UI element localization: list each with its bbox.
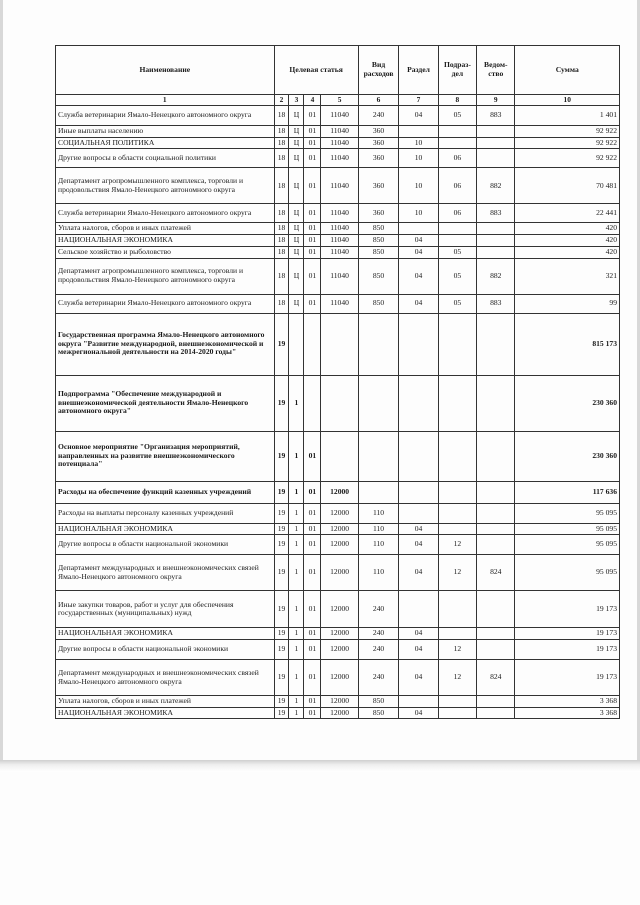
row-name: Другие вопросы в области национальной экономики (56, 640, 275, 660)
column-number: 7 (399, 95, 438, 106)
row-target-code-direction: 11040 (321, 294, 358, 313)
row-section: 04 (399, 640, 438, 660)
row-sum: 117 636 (515, 481, 620, 503)
row-name: Служба ветеринарии Ямало-Ненецкого автономного округа (56, 204, 275, 223)
row-sum: 230 360 (515, 431, 620, 481)
row-name: НАЦИОНАЛЬНАЯ ЭКОНОМИКА (56, 235, 275, 247)
row-target-code-program: 19 (274, 555, 289, 591)
row-target-code-direction: 11040 (321, 235, 358, 247)
row-department (477, 640, 515, 660)
row-name: Департамент международных и внешнеэкономических связей Ямало-Ненецкого автономного округа (56, 555, 275, 591)
row-department: 883 (477, 294, 515, 313)
row-department (477, 126, 515, 138)
row-sum: 3 368 (515, 707, 620, 719)
row-sum: 420 (515, 223, 620, 235)
row-department (477, 696, 515, 708)
row-expense-type: 110 (358, 535, 399, 555)
row-name: Сельское хозяйство и рыболовство (56, 246, 275, 258)
row-subsection: 12 (438, 640, 476, 660)
row-target-code-activity: 01 (304, 660, 321, 696)
row-target-code-program: 19 (274, 707, 289, 719)
row-target-code-program: 19 (274, 481, 289, 503)
table-row (56, 591, 620, 628)
row-sum: 95 095 (515, 523, 620, 535)
row-target-code-activity: 01 (304, 696, 321, 708)
table-row (56, 696, 620, 708)
row-target-code-program: 19 (274, 696, 289, 708)
row-target-code-activity: 01 (304, 106, 321, 126)
row-target-code-direction: 11040 (321, 137, 358, 149)
row-target-code-activity: 01 (304, 555, 321, 591)
row-expense-type: 360 (358, 126, 399, 138)
row-subsection (438, 696, 476, 708)
row-subsection (438, 235, 476, 247)
row-target-code-program: 19 (274, 313, 289, 375)
row-expense-type: 110 (358, 523, 399, 535)
table-row (56, 503, 620, 523)
row-target-code-activity (304, 375, 321, 431)
row-target-code-subprogram (289, 313, 304, 375)
row-sum: 321 (515, 258, 620, 294)
table-header-row (56, 46, 620, 95)
row-target-code-subprogram: 1 (289, 555, 304, 591)
table-row (56, 628, 620, 640)
row-target-code-activity: 01 (304, 258, 321, 294)
row-name: Подпрограмма "Обеспечение международной и внешнеэкономической деятельности Ямало-Ненецкого автономного округа" (56, 375, 275, 431)
column-number: 3 (289, 95, 304, 106)
row-sum: 1 401 (515, 106, 620, 126)
row-target-code-subprogram: 1 (289, 503, 304, 523)
row-expense-type: 850 (358, 223, 399, 235)
row-expense-type: 240 (358, 640, 399, 660)
row-target-code-subprogram: Ц (289, 137, 304, 149)
row-target-code-activity: 01 (304, 149, 321, 168)
row-expense-type: 360 (358, 204, 399, 223)
row-target-code-direction: 12000 (321, 628, 358, 640)
row-expense-type (358, 313, 399, 375)
row-expense-type: 240 (358, 660, 399, 696)
row-department (477, 535, 515, 555)
row-section: 04 (399, 294, 438, 313)
column-number: 5 (321, 95, 358, 106)
row-expense-type (358, 375, 399, 431)
row-target-code-subprogram: 1 (289, 535, 304, 555)
row-target-code-direction (321, 375, 358, 431)
row-target-code-program: 18 (274, 246, 289, 258)
row-department: 824 (477, 555, 515, 591)
row-name: НАЦИОНАЛЬНАЯ ЭКОНОМИКА (56, 523, 275, 535)
row-target-code-activity: 01 (304, 294, 321, 313)
row-target-code-program: 18 (274, 137, 289, 149)
row-name: Департамент агропромышленного комплекса, торговли и продовольствия Ямало-Ненецкого автономного округа (56, 258, 275, 294)
row-expense-type: 850 (358, 707, 399, 719)
row-sum: 70 481 (515, 168, 620, 204)
row-target-code-program: 18 (274, 235, 289, 247)
row-target-code-activity: 01 (304, 246, 321, 258)
row-sum: 815 173 (515, 313, 620, 375)
row-section (399, 591, 438, 628)
row-target-code-direction: 12000 (321, 555, 358, 591)
row-expense-type: 240 (358, 106, 399, 126)
row-target-code-program: 19 (274, 535, 289, 555)
row-sum: 19 173 (515, 660, 620, 696)
column-number: 10 (515, 95, 620, 106)
table-body (56, 106, 620, 719)
header-sum: Сумма (515, 46, 620, 95)
row-target-code-activity: 01 (304, 503, 321, 523)
row-sum: 92 922 (515, 126, 620, 138)
row-subsection: 05 (438, 246, 476, 258)
row-name: Уплата налогов, сборов и иных платежей (56, 696, 275, 708)
row-section: 04 (399, 628, 438, 640)
row-sum: 92 922 (515, 149, 620, 168)
row-section: 04 (399, 523, 438, 535)
row-department (477, 375, 515, 431)
row-expense-type: 360 (358, 149, 399, 168)
column-number: 2 (274, 95, 289, 106)
row-target-code-activity: 01 (304, 640, 321, 660)
row-target-code-subprogram: 1 (289, 523, 304, 535)
row-target-code-program: 18 (274, 223, 289, 235)
row-department: 883 (477, 204, 515, 223)
row-name: Государственная программа Ямало-Ненецкого автономного округа "Развитие международной, внешнеэкономической и межрегиональной деятельности на 2014-2020 годы" (56, 313, 275, 375)
column-number: 8 (438, 95, 476, 106)
row-target-code-activity: 01 (304, 535, 321, 555)
row-target-code-subprogram: Ц (289, 294, 304, 313)
row-section: 04 (399, 258, 438, 294)
row-department: 882 (477, 258, 515, 294)
row-expense-type: 850 (358, 246, 399, 258)
table-row (56, 106, 620, 126)
row-section: 10 (399, 204, 438, 223)
header-department: Ведом-ство (477, 46, 515, 95)
row-target-code-program: 19 (274, 523, 289, 535)
row-expense-type: 360 (358, 137, 399, 149)
row-target-code-subprogram: Ц (289, 235, 304, 247)
row-subsection (438, 628, 476, 640)
row-target-code-subprogram: Ц (289, 223, 304, 235)
table-row (56, 481, 620, 503)
row-target-code-subprogram: 1 (289, 481, 304, 503)
row-target-code-direction: 11040 (321, 126, 358, 138)
row-sum: 3 368 (515, 696, 620, 708)
row-name: НАЦИОНАЛЬНАЯ ЭКОНОМИКА (56, 707, 275, 719)
row-sum: 95 095 (515, 503, 620, 523)
table-row (56, 126, 620, 138)
row-target-code-program: 18 (274, 149, 289, 168)
row-section: 04 (399, 235, 438, 247)
row-subsection (438, 137, 476, 149)
table-row (56, 294, 620, 313)
row-target-code-activity: 01 (304, 223, 321, 235)
row-target-code-activity: 01 (304, 481, 321, 503)
row-target-code-subprogram: Ц (289, 126, 304, 138)
row-target-code-direction: 12000 (321, 640, 358, 660)
row-target-code-subprogram: 1 (289, 640, 304, 660)
row-name: Служба ветеринарии Ямало-Ненецкого автономного округа (56, 106, 275, 126)
table-row (56, 223, 620, 235)
row-target-code-program: 19 (274, 375, 289, 431)
table-row (56, 235, 620, 247)
row-target-code-activity: 01 (304, 204, 321, 223)
row-target-code-activity: 01 (304, 235, 321, 247)
table-row (56, 246, 620, 258)
column-number: 6 (358, 95, 399, 106)
table-row (56, 640, 620, 660)
row-target-code-subprogram: Ц (289, 168, 304, 204)
row-section (399, 431, 438, 481)
row-name: Расходы на выплаты персоналу казенных учреждений (56, 503, 275, 523)
row-sum: 22 441 (515, 204, 620, 223)
row-section: 04 (399, 246, 438, 258)
row-section: 10 (399, 168, 438, 204)
row-target-code-program: 18 (274, 204, 289, 223)
row-name: Другие вопросы в области национальной экономики (56, 535, 275, 555)
row-target-code-program: 18 (274, 294, 289, 313)
row-target-code-subprogram: 1 (289, 375, 304, 431)
row-subsection: 06 (438, 168, 476, 204)
row-target-code-subprogram: 1 (289, 628, 304, 640)
row-expense-type: 850 (358, 235, 399, 247)
row-subsection: 05 (438, 294, 476, 313)
row-target-code-subprogram: 1 (289, 660, 304, 696)
table-row (56, 660, 620, 696)
row-target-code-program: 19 (274, 628, 289, 640)
row-target-code-program: 19 (274, 660, 289, 696)
row-target-code-subprogram: Ц (289, 106, 304, 126)
row-name: Иные выплаты населению (56, 126, 275, 138)
row-target-code-direction: 11040 (321, 246, 358, 258)
row-target-code-program: 18 (274, 168, 289, 204)
row-expense-type: 850 (358, 258, 399, 294)
row-target-code-activity: 01 (304, 126, 321, 138)
row-department (477, 481, 515, 503)
row-target-code-subprogram: Ц (289, 258, 304, 294)
row-name: Основное мероприятие "Организация мероприятий, направленных на развитие внешнеэкономического потенциала" (56, 431, 275, 481)
row-target-code-direction: 12000 (321, 535, 358, 555)
row-target-code-activity: 01 (304, 523, 321, 535)
row-department: 883 (477, 106, 515, 126)
budget-table (55, 45, 620, 719)
row-department (477, 523, 515, 535)
row-subsection (438, 313, 476, 375)
row-section: 04 (399, 660, 438, 696)
header-section: Раздел (399, 46, 438, 95)
row-department (477, 628, 515, 640)
row-department (477, 223, 515, 235)
row-expense-type (358, 431, 399, 481)
row-subsection (438, 431, 476, 481)
row-target-code-direction: 11040 (321, 223, 358, 235)
row-target-code-direction: 12000 (321, 591, 358, 628)
table-row (56, 168, 620, 204)
row-subsection (438, 126, 476, 138)
row-department: 824 (477, 660, 515, 696)
row-target-code-subprogram: Ц (289, 204, 304, 223)
row-target-code-activity: 01 (304, 137, 321, 149)
row-name: Служба ветеринарии Ямало-Ненецкого автономного округа (56, 294, 275, 313)
row-department (477, 137, 515, 149)
scan-shadow-left (0, 0, 3, 760)
table-row (56, 535, 620, 555)
column-number: 9 (477, 95, 515, 106)
row-section: 04 (399, 106, 438, 126)
row-target-code-program: 18 (274, 126, 289, 138)
row-expense-type: 240 (358, 591, 399, 628)
row-target-code-subprogram: Ц (289, 246, 304, 258)
row-subsection: 12 (438, 660, 476, 696)
table-row (56, 523, 620, 535)
row-section: 10 (399, 137, 438, 149)
row-department (477, 313, 515, 375)
row-target-code-program: 18 (274, 258, 289, 294)
table-row (56, 258, 620, 294)
table-row (56, 204, 620, 223)
row-target-code-direction: 12000 (321, 523, 358, 535)
row-subsection (438, 523, 476, 535)
row-section (399, 503, 438, 523)
row-target-code-direction: 12000 (321, 503, 358, 523)
row-expense-type: 110 (358, 555, 399, 591)
row-target-code-direction: 11040 (321, 204, 358, 223)
row-target-code-subprogram: 1 (289, 591, 304, 628)
column-number: 1 (56, 95, 275, 106)
row-subsection (438, 503, 476, 523)
table-row (56, 707, 620, 719)
row-expense-type: 850 (358, 294, 399, 313)
row-subsection: 12 (438, 535, 476, 555)
row-target-code-subprogram: 1 (289, 707, 304, 719)
row-expense-type: 850 (358, 696, 399, 708)
row-name: НАЦИОНАЛЬНАЯ ЭКОНОМИКА (56, 628, 275, 640)
row-department (477, 431, 515, 481)
row-sum: 230 360 (515, 375, 620, 431)
header-subsection: Подраз-дел (438, 46, 476, 95)
row-name: Департамент международных и внешнеэкономических связей Ямало-Ненецкого автономного округа (56, 660, 275, 696)
row-sum: 19 173 (515, 591, 620, 628)
row-target-code-program: 19 (274, 591, 289, 628)
row-name: Иные закупки товаров, работ и услуг для обеспечения государственных (муниципальных) нужд (56, 591, 275, 628)
row-target-code-direction (321, 431, 358, 481)
row-section: 04 (399, 535, 438, 555)
row-target-code-activity: 01 (304, 628, 321, 640)
row-subsection (438, 375, 476, 431)
row-section (399, 481, 438, 503)
table-row (56, 313, 620, 375)
row-target-code-activity: 01 (304, 168, 321, 204)
row-target-code-direction: 11040 (321, 258, 358, 294)
row-sum: 420 (515, 246, 620, 258)
row-subsection (438, 481, 476, 503)
row-target-code-direction: 12000 (321, 481, 358, 503)
table-row (56, 375, 620, 431)
row-name: Департамент агропромышленного комплекса, торговли и продовольствия Ямало-Ненецкого автономного округа (56, 168, 275, 204)
row-section: 04 (399, 555, 438, 591)
header-target-article: Целевая статья (274, 46, 358, 95)
row-target-code-activity: 01 (304, 591, 321, 628)
row-section (399, 223, 438, 235)
header-expense-type: Вид расходов (358, 46, 399, 95)
column-numbers-row (56, 95, 620, 106)
column-number: 4 (304, 95, 321, 106)
row-department (477, 246, 515, 258)
row-section: 10 (399, 149, 438, 168)
row-target-code-subprogram: 1 (289, 431, 304, 481)
row-subsection (438, 707, 476, 719)
row-name: Уплата налогов, сборов и иных платежей (56, 223, 275, 235)
row-sum: 19 173 (515, 628, 620, 640)
row-target-code-activity: 01 (304, 707, 321, 719)
row-section (399, 313, 438, 375)
row-target-code-activity: 01 (304, 431, 321, 481)
table-row (56, 137, 620, 149)
row-name: Расходы на обеспечение функций казенных учреждений (56, 481, 275, 503)
row-expense-type: 360 (358, 168, 399, 204)
row-target-code-subprogram: Ц (289, 149, 304, 168)
table-row (56, 555, 620, 591)
row-subsection: 06 (438, 149, 476, 168)
row-target-code-direction: 11040 (321, 168, 358, 204)
row-department (477, 707, 515, 719)
row-sum: 19 173 (515, 640, 620, 660)
row-department (477, 503, 515, 523)
row-target-code-program: 19 (274, 503, 289, 523)
row-name: Другие вопросы в области социальной политики (56, 149, 275, 168)
header-name: Наименование (56, 46, 275, 95)
row-target-code-direction: 11040 (321, 106, 358, 126)
row-expense-type: 110 (358, 503, 399, 523)
row-subsection: 06 (438, 204, 476, 223)
row-expense-type (358, 481, 399, 503)
row-subsection (438, 591, 476, 628)
row-department: 882 (477, 168, 515, 204)
row-target-code-program: 19 (274, 431, 289, 481)
row-sum: 420 (515, 235, 620, 247)
row-expense-type: 240 (358, 628, 399, 640)
table-row (56, 431, 620, 481)
row-department (477, 149, 515, 168)
row-target-code-direction: 12000 (321, 707, 358, 719)
row-sum: 99 (515, 294, 620, 313)
row-target-code-subprogram: 1 (289, 696, 304, 708)
row-target-code-program: 19 (274, 640, 289, 660)
row-target-code-direction (321, 313, 358, 375)
row-department (477, 591, 515, 628)
row-section (399, 375, 438, 431)
row-section (399, 696, 438, 708)
row-section (399, 126, 438, 138)
row-subsection (438, 223, 476, 235)
scan-shadow-bottom (0, 760, 640, 772)
row-target-code-program: 18 (274, 106, 289, 126)
row-subsection: 05 (438, 258, 476, 294)
row-department (477, 235, 515, 247)
row-target-code-direction: 12000 (321, 660, 358, 696)
row-sum: 92 922 (515, 137, 620, 149)
row-name: СОЦИАЛЬНАЯ ПОЛИТИКА (56, 137, 275, 149)
row-sum: 95 095 (515, 555, 620, 591)
row-sum: 95 095 (515, 535, 620, 555)
row-subsection: 12 (438, 555, 476, 591)
row-subsection: 05 (438, 106, 476, 126)
row-target-code-direction: 11040 (321, 149, 358, 168)
row-target-code-direction: 12000 (321, 696, 358, 708)
row-section: 04 (399, 707, 438, 719)
table-row (56, 149, 620, 168)
row-target-code-activity (304, 313, 321, 375)
